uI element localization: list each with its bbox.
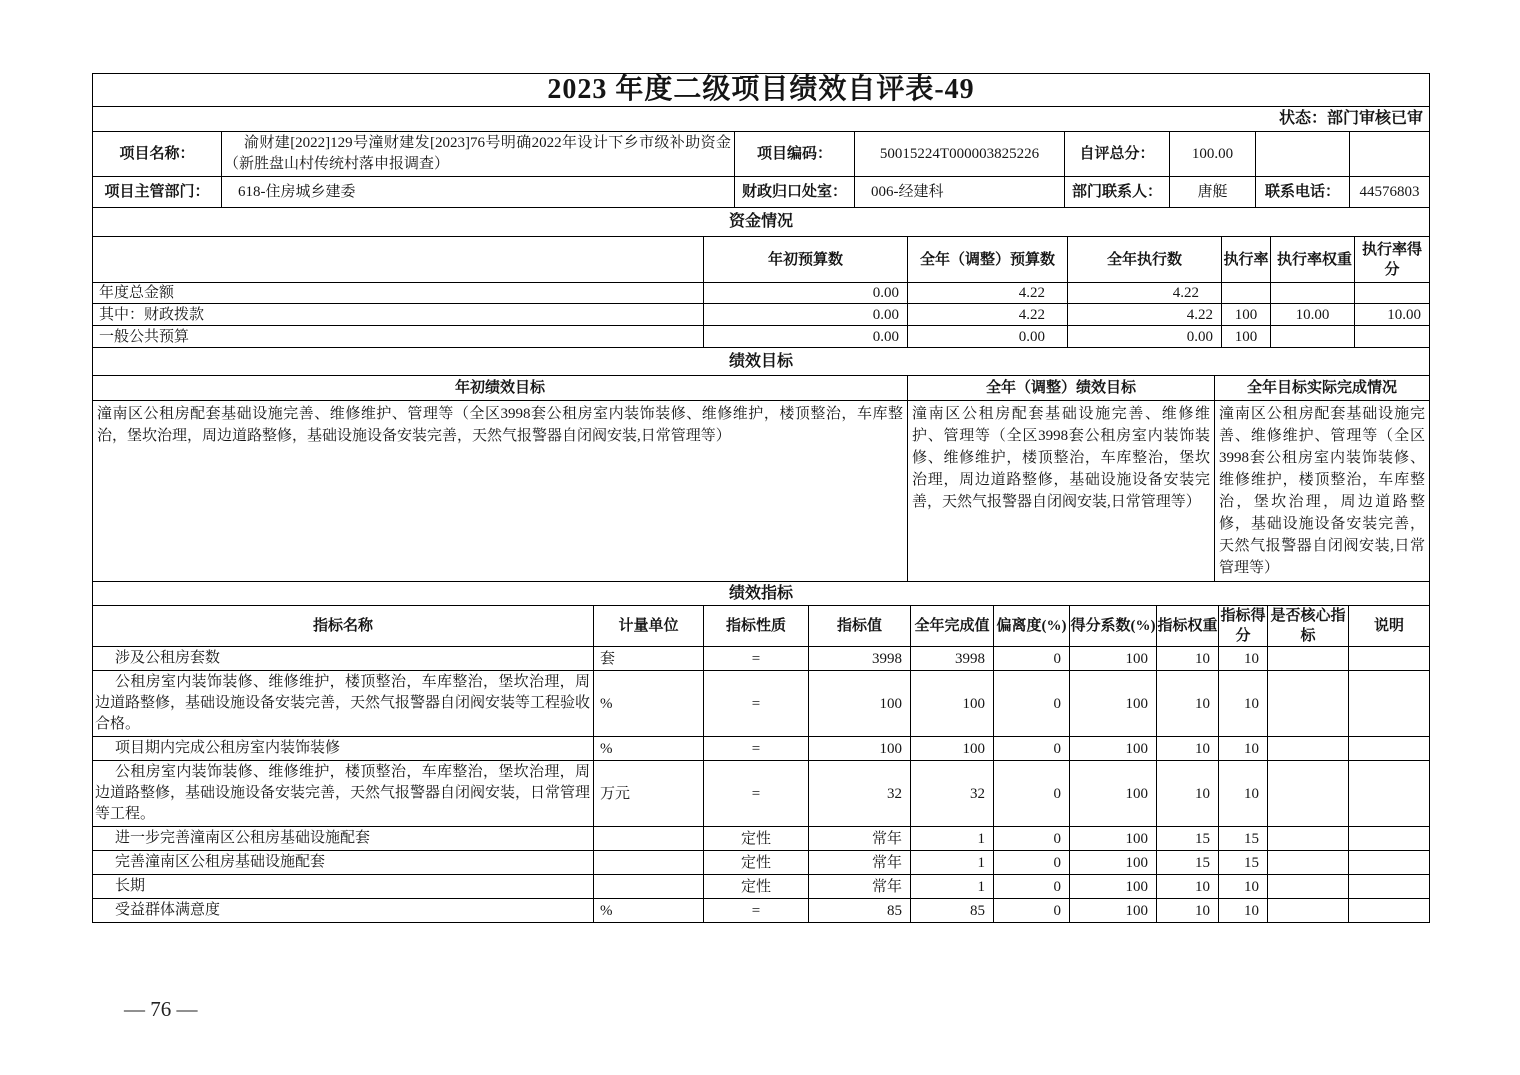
deviation: 0 [994,899,1070,923]
remark [1349,647,1430,671]
contact-label: 部门联系人： [1065,177,1170,208]
project-name-label: 项目名称： [93,132,222,177]
indicator-row [93,827,1430,851]
weight: 15 [1157,851,1219,875]
nature: = [704,671,809,737]
funding-row [93,283,1430,304]
unit: % [594,737,704,761]
score: 10 [1219,899,1268,923]
score-coefficient: 100 [1070,899,1157,923]
funding-row-label: 其中：财政拨款 [93,304,704,326]
self-score-label: 自评总分： [1065,132,1170,177]
completed-value: 32 [911,761,994,827]
is-core [1268,851,1349,875]
goals-header-initial: 年初绩效目标 [93,376,908,401]
completed-value: 3998 [911,647,994,671]
indicator-row [93,647,1430,671]
score: 10 [1219,671,1268,737]
weight: 10 [1157,899,1219,923]
indicator-header: 说明 [1349,606,1430,647]
phone-label: 联系电话： [1256,177,1350,208]
funding-row-label: 年度总金额 [93,283,704,304]
is-core [1268,875,1349,899]
is-core [1268,827,1349,851]
nature: = [704,647,809,671]
indicator-row [93,671,1430,737]
executed-amount: 4.22 [1068,304,1222,326]
score: 10 [1219,875,1268,899]
funding-section-title: 资金情况 [93,208,1430,237]
completed-value: 85 [911,899,994,923]
initial-budget: 0.00 [704,283,908,304]
weight: 10 [1157,647,1219,671]
completed-value: 1 [911,827,994,851]
empty-cell [1256,132,1350,177]
score-coefficient: 100 [1070,851,1157,875]
adjusted-budget: 4.22 [908,304,1068,326]
weight: 15 [1157,827,1219,851]
score-coefficient: 100 [1070,737,1157,761]
indicator-header: 指标性质 [704,606,809,647]
goal-actual-text: 潼南区公租房配套基础设施完善、维修维护、管理等（全区3998套公租房室内装饰装修、维修维护，楼顶整治，车库整治，堡坎治理，周边道路整修，基础设施设备安装完善，天然气报警器自闭阀安装,日常管理等） [1215,401,1430,582]
goals-header-adjusted: 全年（调整）绩效目标 [908,376,1215,401]
score-coefficient: 100 [1070,761,1157,827]
score-coefficient: 100 [1070,827,1157,851]
rate-weight [1271,283,1355,304]
execution-rate: 100 [1222,326,1271,348]
goals-section-title: 绩效目标 [93,348,1430,376]
target-value: 32 [809,761,911,827]
target-value: 100 [809,737,911,761]
funding-header: 执行率得分 [1355,237,1430,283]
score-coefficient: 100 [1070,671,1157,737]
execution-rate [1222,283,1271,304]
completed-value: 100 [911,671,994,737]
nature: 定性 [704,875,809,899]
remark [1349,875,1430,899]
deviation: 0 [994,875,1070,899]
indicator-name: 项目期内完成公租房室内装饰装修 [93,737,594,761]
rate-score [1355,326,1430,348]
page-title: 2023 年度二级项目绩效自评表-49 [93,74,1430,107]
evaluation-table [92,73,1430,923]
indicator-name: 涉及公租房套数 [93,647,594,671]
funding-header: 全年执行数 [1068,237,1222,283]
weight: 10 [1157,671,1219,737]
score: 10 [1219,647,1268,671]
indicator-header: 偏离度(%) [994,606,1070,647]
unit: % [594,671,704,737]
remark [1349,851,1430,875]
remark [1349,899,1430,923]
goal-initial-text: 潼南区公租房配套基础设施完善、维修维护、管理等（全区3998套公租房室内装饰装修、维修维护，楼顶整治，车库整治，堡坎治理，周边道路整修，基础设施设备安装完善，天然气报警器自闭阀安装,日常管理等） [93,401,908,582]
rate-score [1355,283,1430,304]
dept-label: 项目主管部门： [93,177,222,208]
nature: = [704,899,809,923]
indicator-header: 指标得分 [1219,606,1268,647]
funding-row [93,326,1430,348]
score: 15 [1219,827,1268,851]
deviation: 0 [994,671,1070,737]
unit [594,851,704,875]
deviation: 0 [994,647,1070,671]
completed-value: 100 [911,737,994,761]
score-coefficient: 100 [1070,647,1157,671]
is-core [1268,761,1349,827]
indicator-name: 公租房室内装饰装修、维修维护，楼顶整治，车库整治，堡坎治理，周边道路整修，基础设施设备安装完善，天然气报警器自闭阀安装等工程验收合格。 [93,671,594,737]
target-value: 85 [809,899,911,923]
completed-value: 1 [911,851,994,875]
score: 15 [1219,851,1268,875]
unit: % [594,899,704,923]
score-coefficient: 100 [1070,875,1157,899]
self-score-value: 100.00 [1170,132,1256,177]
indicator-row [93,875,1430,899]
project-code-value: 50015224T000003825226 [855,132,1065,177]
weight: 10 [1157,761,1219,827]
adjusted-budget: 4.22 [908,283,1068,304]
indicator-name: 完善潼南区公租房基础设施配套 [93,851,594,875]
indicator-header: 是否核心指标 [1268,606,1349,647]
rate-weight [1271,326,1355,348]
rate-weight: 10.00 [1271,304,1355,326]
deviation: 0 [994,827,1070,851]
execution-rate: 100 [1222,304,1271,326]
remark [1349,671,1430,737]
indicator-header: 计量单位 [594,606,704,647]
funding-header: 全年（调整）预算数 [908,237,1068,283]
score: 10 [1219,761,1268,827]
score: 10 [1219,737,1268,761]
status-text: 状态：部门审核已审 [93,107,1430,132]
indicator-header: 指标名称 [93,606,594,647]
finance-office-label: 财政归口处室： [735,177,855,208]
indicator-row [93,761,1430,827]
is-core [1268,671,1349,737]
nature: 定性 [704,827,809,851]
nature: 定性 [704,851,809,875]
empty-cell [1350,132,1430,177]
target-value: 常年 [809,875,911,899]
deviation: 0 [994,737,1070,761]
indicator-header: 指标权重 [1157,606,1219,647]
nature: = [704,737,809,761]
executed-amount: 0.00 [1068,326,1222,348]
is-core [1268,737,1349,761]
goal-adjusted-text: 潼南区公租房配套基础设施完善、维修维护、管理等（全区3998套公租房室内装饰装修、维修维护，楼顶整治，车库整治，堡坎治理，周边道路整修，基础设施设备安装完善，天然气报警器自闭阀安装,日常管理等） [908,401,1215,582]
contact-value: 唐艇 [1170,177,1256,208]
page-number: — 76 — [124,997,198,1021]
indicator-row [93,737,1430,761]
initial-budget: 0.00 [704,304,908,326]
adjusted-budget: 0.00 [908,326,1068,348]
rate-score: 10.00 [1355,304,1430,326]
indicator-name: 公租房室内装饰装修、维修维护，楼顶整治，车库整治，堡坎治理，周边道路整修，基础设施设备安装完善，天然气报警器自闭阀安装，日常管理等工程。 [93,761,594,827]
unit [594,875,704,899]
indicator-row [93,899,1430,923]
executed-amount: 4.22 [1068,283,1222,304]
funding-header: 执行率权重 [1271,237,1355,283]
unit: 万元 [594,761,704,827]
initial-budget: 0.00 [704,326,908,348]
funding-header: 执行率 [1222,237,1271,283]
nature: = [704,761,809,827]
dept-value: 618-住房城乡建委 [222,177,735,208]
is-core [1268,899,1349,923]
target-value: 常年 [809,827,911,851]
deviation: 0 [994,761,1070,827]
indicator-header: 得分系数(%) [1070,606,1157,647]
funding-row [93,304,1430,326]
remark [1349,737,1430,761]
funding-header-empty [93,237,704,283]
target-value: 100 [809,671,911,737]
indicator-name: 受益群体满意度 [93,899,594,923]
indicator-row [93,851,1430,875]
completed-value: 1 [911,875,994,899]
weight: 10 [1157,737,1219,761]
remark [1349,827,1430,851]
weight: 10 [1157,875,1219,899]
remark [1349,761,1430,827]
indicator-name: 进一步完善潼南区公租房基础设施配套 [93,827,594,851]
indicator-header: 全年完成值 [911,606,994,647]
indicator-header: 指标值 [809,606,911,647]
indicators-section-title: 绩效指标 [93,582,1430,606]
unit [594,827,704,851]
indicator-name: 长期 [93,875,594,899]
is-core [1268,647,1349,671]
unit: 套 [594,647,704,671]
finance-office-value: 006-经建科 [855,177,1065,208]
target-value: 3998 [809,647,911,671]
funding-header: 年初预算数 [704,237,908,283]
project-code-label: 项目编码： [735,132,855,177]
deviation: 0 [994,851,1070,875]
target-value: 常年 [809,851,911,875]
project-name-value: 渝财建[2022]129号潼财建发[2023]76号明确2022年设计下乡市级补助资金（新胜盘山村传统村落申报调查） [222,132,735,177]
goals-header-actual: 全年目标实际完成情况 [1215,376,1430,401]
funding-row-label: 一般公共预算 [93,326,704,348]
phone-value: 44576803 [1350,177,1430,208]
